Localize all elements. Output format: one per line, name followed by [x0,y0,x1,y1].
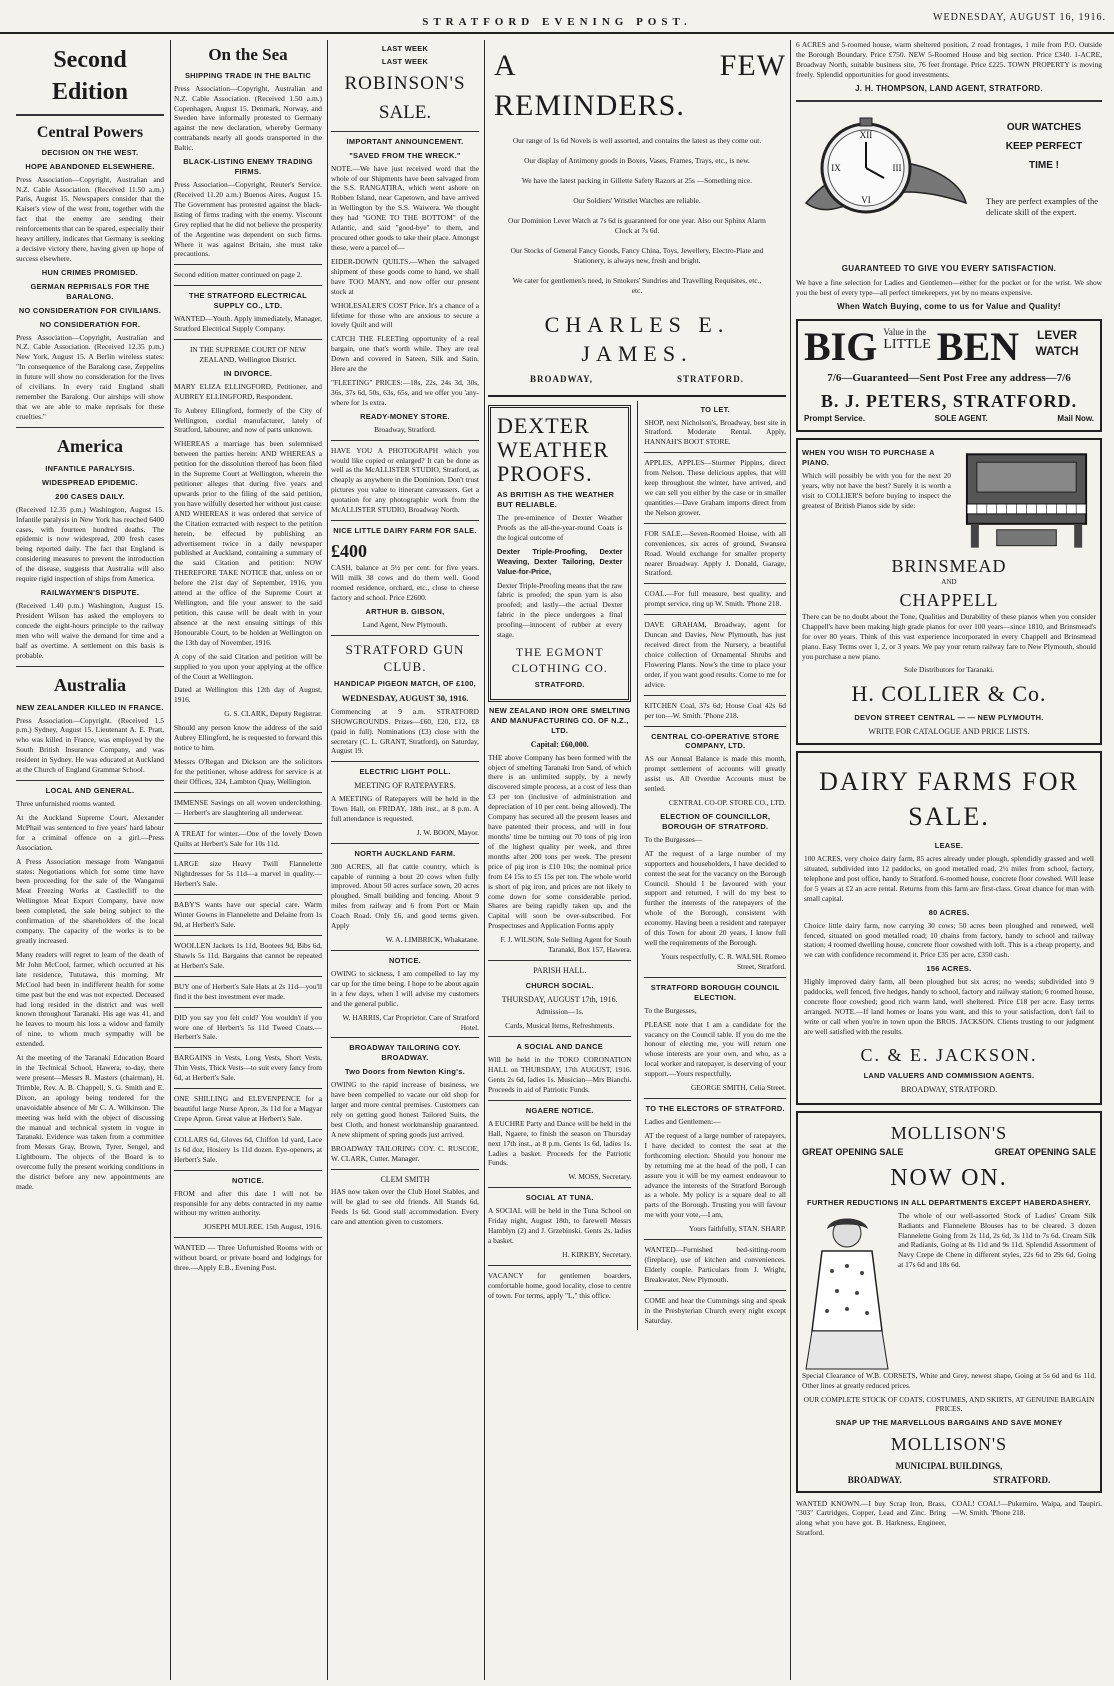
legal-heading: IN THE SUPREME COURT OF NEW ZEALAND, Wellington District. [189,344,307,364]
ad-text: CASH, balance at 5½ per cent. for five years. Will milk 38 cows and do them well. Good roomed residence, orchard, etc., close to cheese factory and school. Price £2600. [331,563,479,602]
bigben-price: 7/6—Guaranteed—Sent Post Free any address—7/6 [827,371,1071,384]
bigben-lever: LEVER WATCH [1035,327,1079,358]
headline: SHIPPING TRADE IN THE BALTIC [184,70,312,80]
ad-text: AS our Annual Balance is made this month, prompt settlement of accounts will greatly assist us. All Overdue Accounts must be settled. [644,754,786,794]
headline: CLEM SMITH [380,1174,430,1184]
ad-title: DEXTER WEATHER PROOFS. [497,412,610,486]
ad-text: 6 ACRES and 5-roomed house, warm sheltered position, 2 road frontages, 1 mile from P.O. Outside the Borough Boundary. Price £750. NEW 5-Roomed House and big section. Price £340. 1-ACRE, Broadway North, suitable business site, 76 feet frontage. Price £225. TOWN PROPERTY is moving freely. Splendid opportunities for good investments. [796,40,1102,79]
headline: FURTHER REDUCTIONS IN ALL DEPARTMENTS EXCEPT HABERDASHERY. [807,1197,1091,1207]
headline: WHEN YOU WISH TO PURCHASE A PIANO. [802,448,935,468]
headline: CENTRAL CO-OPERATIVE STORE COMPANY, LTD. [651,731,780,751]
ad-text: We have a fine selection for Ladies and Gentlemen—either for the pocket or for the wrist. We show you the best of every type—all perfect timekeepers, yet by no means expensive. [796,278,1102,298]
column-rule [790,40,791,1680]
ad-text: COLLARS 6d, Gloves 6d, Chiffon 1d yard, Lace 1s 6d doz, Hosiery 1s 11d dozen. Eye-openers, at Herbert's Sale. [174,1134,322,1164]
ad-text: Choice little dairy farm, now carrying 30 cows; 50 acres been ploughed and renewed, well fenced, situated on good metalled road; 10 chains from factory, handy to school and railway station; 4 roomed dwelling house, concrete floor cowshed with loft. This is a cheap property, and we can with confidence recommend it. Price £35 per acre, £350 cash. [804,920,1094,960]
ad-text: A TREAT for winter.—One of the lovely Down Quilts at Herbert's Sale for 10s 11d. [174,828,322,848]
advertiser-name: C. & E. JACKSON. [860,1044,1038,1065]
ad-title: NOW ON. [890,1164,1008,1191]
advertiser-name: MOLLISON'S [890,1123,1008,1144]
headline: CHURCH SOCIAL. [525,980,594,990]
headline: 156 ACRES. [926,964,972,974]
ad-signature: J. W. BOON, Mayor. [416,827,479,837]
headline: LEASE. [934,841,964,851]
ad-title: SALE. [378,102,432,124]
headline: DECISION ON THE WEST. [41,147,139,157]
ad-text: Which will possibly be with you for the next 20 years, why not have the best? Surely it is worth a visit to COLLIER'S before buying to inspect the greatest of British Pianos side by side: [802,471,951,510]
reminder-item: Our Dominion Lever Watch at 7s 6d is guaranteed for one year. Also our Sphinx Alarm Clock at 7s 6d. [508,216,766,235]
piano-top [802,444,1096,554]
footer-item: SOLE AGENT. [934,413,988,423]
masthead [0,0,1114,34]
advertiser-address: STRATFORD. [534,680,585,690]
article-text: (Received 1.40 p.m.) Washington, August 15. President Wilson has asked the employers to concede the eight-hours principle to the railway men who will waive the demand for time and a half as overtime. A settlement on this basis is probable. [16,600,164,660]
ad-signature: H. KIRKBY, Secretary. [562,1249,632,1259]
ad-text: HAVE YOU A PHOTOGRAPH which you would like copied or enlarged? It can be done as well as the McALLISTER STUDIO, Stratford, as cheaply as anywhere in the Dominion. Don't trust pictures you value to itinerant canvassers. Get a quotation for any photographic work from the McALLISTER STUDIO, Broadway North. [331,445,479,515]
bigben-header [804,323,1094,369]
ad-text: WHOLESALER'S COST Price. It's a chance of a lifetime for those who are anxious to secure a lovely Quilt and will [331,300,479,330]
capital: Capital: £60,000. [530,739,589,749]
ad-text: EIDER-DOWN QUILTS.—When the salvaged shipment of these goods come to hand, we shall have TOO MANY, and now offer our present stock at [331,256,479,296]
ad-address: Broadway, Stratford. [374,424,436,434]
mollisons-body [802,1211,1096,1371]
ad-text: 300 ACRES, all flat cattle country, which is capable of running a bout 20 cows when fully improved. About 50 acres surface sown, 20 acres ploughed. Small building and fencing. About 9 miles from railway and 6 from Port or Main Coach Road. Only £6, and good terms given. Apply [331,861,479,931]
ad-text: OWING to sickness, I am compelled to lay my car up for the time being. I hope to be about again in a few days, when I will advise my customers and the general public. [331,968,479,1008]
wide-lower [488,401,786,1330]
headline: 80 ACRES. [928,907,970,917]
dairy-price: £400 [331,541,367,562]
sale-banner [802,1146,1096,1158]
headline: BLACK-LISTING ENEMY TRADING FIRMS. [183,157,313,177]
piano-brand: CHAPPELL [899,589,999,610]
reminder-item: We cater for gentlemen's need, in Smokers' Sundries and Travelling Requisites, etc., etc. [512,275,762,295]
headline: SOCIAL AT TUNA. [525,1193,594,1203]
column-rule [170,40,171,1680]
ad-signature: Yours respectfully, C. R. WALSH. Romeo Street, Stratford. [661,951,786,971]
headline: NGAERE NOTICE. [525,1105,594,1115]
advertiser-address: MUNICIPAL BUILDINGS, [895,1461,1003,1472]
ad-title: STRATFORD GUN CLUB. [345,641,465,675]
piano-ad [796,438,1102,745]
ad-title: ROBINSON'S [344,72,466,94]
ad-signature: GEORGE SMITH, Celia Street. [690,1083,786,1093]
ad-text: OUR COMPLETE STOCK OF COATS, COSTUMES, AND SKIRTS, AT GENUINE BARGAIN PRICES. [803,1394,1095,1414]
ad-signature: CENTRAL CO-OP. STORE CO., LTD. [668,798,786,808]
column-rule [484,40,485,1680]
ad-text: ONE SHILLING and ELEVENPENCE for a beautiful large Nurse Apron, 3s 11d for a Magyar Crepe Apron. Great value at Herbert's Sale. [174,1094,322,1123]
ad-text: WOOLLEN Jackets 1s 11d, Bootees 9d, Bibs 6d, Shawls 5s 11d. Bargains that cannot be repeated at Herbert's Sale. [174,940,322,970]
ad-text: Highly improved dairy farm, all been ploughed but six acres; no weeds; subdivided into 9 paddocks, well fenced, five hedges, handy to school, factory and railway station; 6 roomed house, concrete floor cowshed; good rich warm land, well sheltered. Price £18 per acre. Easy terms arranged. NOTE.—If land homes or loans you want, and this to your satisfaction, don't fail to write or call when you're in town upon the BROS. JACKSON. Clients trusting to our judgment are well satisfied with the results. [804,977,1094,1036]
svg-text:III: III [892,163,902,174]
reminders-list [488,136,786,295]
ad-text: LARGE size Heavy Twill Flannelette Nightdresses for 5s 11d—a marvel in quality.—Herbert's Sale. [174,859,322,889]
legal-text: WHEREAS a marriage has been solemnised between the parties herein: AND WHEREAS a petition for the dissolution thereof has been filed in the Supreme Court at Wellington, wherein the petitioner alleges that during five years and upwards prior to the filing of the said petition, you have wilfully deserted her without just cause: AND WHEREAS it was ordered that service of the Citation extracted with respect to the petition herein, be effected by publishing an advertisement twice in a daily newspaper published at Auckland, containing a summary of the said Citation and petition: NOW THEREFORE TAKE NOTICE that, unless on or before the 21st day of September, 1916, you attend at the office of the Supreme Court at Wellington, and file your answer to the said petition, this cause will be dealt with in your absence at the next ensuing sittings of this Honourable Court, to be holden at Wellington on the 13th day of November, 1916. [174,439,322,647]
mollisons-ad [796,1111,1102,1492]
article-text: Press Association—Copyright. (Received 1.5 p.m.) Sydney, August 15. Lieutenant A. E. Pratt, who was killed in France, was employed by the South British Insurance Company, and was resident in Sydney. He was educated at Auckland at the Church of England Grammar School. [16,715,164,775]
headline: READY-MONEY STORE. [360,411,450,421]
sub-column-right [644,401,786,1330]
headline: LOCAL AND GENERAL. [45,786,135,796]
article-text: Many readers will regret to learn of the death of Mr John McCool, farmer, which occurred at his late residence, Tututawa, this morning. Mr McCool had been in indifferent health for some time past but the end was not expected. Deceased had long resided in the district and was well known throughout Taranaki. His age was 41, and he leaves to mourn his loss a widow and family of nine, to whom much sympathy will be extended. [16,949,164,1049]
event-date: WEDNESDAY, AUGUST 30, 1916. [341,693,469,704]
reminder-item: We have the latest packing in Gillette Safety Razors at 25s —Something nice. [521,176,753,186]
headline: ELECTRIC LIGHT POLL. [359,767,451,777]
headline: ELECTION OF COUNCILLOR, BOROUGH OF STRATFORD. [660,812,771,831]
ad-text: BABY'S wants have our special care. Warm Winter Gowns in Flannelette and Delaine from 1s 9d, at Herbert's Sale. [174,900,322,930]
reminder-item: Our range of 1s 6d Novels is well assorted, and contains the latest as they come out. [512,136,762,146]
ad-kicker: LAST WEEK [381,44,429,53]
ad-text: Dexter Triple-Proofing, Dexter Weaving, Dexter Tailoring, Dexter Value-for-Price, [497,546,623,576]
svg-text:IX: IX [831,163,841,174]
article-text: Press Association—Copyright, Australian and N.Z. Cable Association. (Received 1.50 a.m.) Copenhagen, August 15. Denmark, Norway, and Sweden have informally protested to Germany against the new declaration, whereby Germany contrabands nearly all goods transported in the Baltic. [174,83,322,153]
ad-signature: W. A. LIMBRICK, Whakatane. [385,935,479,945]
article-text: (Received 12.35 p.m.) Washington, August 15. Infantile paralysis in New York has reached 6400 cases, with fourteen hundred deaths. The epidemic is now widespread, 200 fresh cases being reported daily. The fact that England is considering measures to prevent the introduction of the disease, suggests that Australia will also require rigid inspection of ships from America. [16,504,164,584]
advertiser-name: MOLLISON'S [890,1434,1008,1455]
headline: THE STRATFORD ELECTRICAL SUPPLY CO., LTD. [189,291,307,311]
watch-ad [796,108,1102,258]
headline: STRATFORD BOROUGH COUNCIL ELECTION. [650,982,780,1002]
bigben-word: BIG [804,323,878,369]
headline: NOTICE. [388,956,422,965]
article-text: Second edition matter continued on page 2. [174,270,303,280]
headline: NO CONSIDERATION FOR CIVILIANS. [18,305,162,315]
section-heading: America [57,435,123,456]
headline: BROADWAY TAILORING COY. BROADWAY. [349,1043,461,1063]
bigben-small [883,327,930,355]
ad-kicker: AS BRITISH AS THE WEATHER BUT RELIABLE. [497,490,615,510]
ad-text: There can be no doubt about the Tone, Qualities and Durability of these pianos when you consider Chappell's have been making high grade pianos for over 100 years—since 1810, and Brinsmead's for over 80 years. Think of this vast experience incorporated in every Chappell and Brinsmead piano. Easy Terms over 1, 2, or 3 years. We pay your return railway fare to New Plymouth, should you purchase a new piano. [802,611,1096,661]
ad-text: To the Burgesses, [644,1005,697,1015]
ad-text: A MEETING of Ratepayers will be held in the Town Hall, on FRIDAY, 18th inst., at 8 p.m. A full attendance is requested. [331,794,479,823]
ad-text: "FLEETING" PRICES:—18s, 22s, 24s 3d, 30s, 36s, 37s 6d, 50s, 63s, 65s, and we offer you 'any-where for 1s extra. [331,378,479,407]
legal-text: Should any person know the address of the said Aubrey Ellingford, he is requested to forward this notice to him. [174,723,322,753]
column-rule [637,401,638,1330]
article-text: At the meeting of the Taranaki Education Board in the Technical School, Hawera, to-day, there were present—Messrs R. Masters (chairman), H. Trimble, Rev. A. B. Chappell, S. G. Smith and E. Dixon, an apology being tendered for the unavoidable absence of Mr C. A. Wilkinson. The meeting was held with the object of discussing the manual and technical system in vogue in Taranaki. Evidence was taken from a committee from Messrs Gray, Brown, Tyrer, Sengel, and Lightbourn. The objects of the Board is to overcome fully the present working conditions in the district before any new appointments are made. [16,1053,164,1192]
headline: SNAP UP THE MARVELLOUS BARGAINS AND SAVE MONEY [835,1418,1063,1428]
divider [488,395,786,397]
ad-text: AT the request of a large number of my supporters and householders, I have decided to contest the seat for the vacancy on the Borough Council. Should I be favoured with your support and returned, I will do my best to further the interests of the ratepayers of the whole of the Borough, consistent with economy. Having been a resident and ratepayer of this Town for about 20 years, I know full well the requirements of the Borough. [644,848,786,948]
ad-text: DAVE GRAHAM, Broadway, agent for Duncan and Davies, New Plymouth, has just received direct from the Nursery, a beautiful choice collection of Ornamental Shrubs and Flowering Plants. Now's the time to place your order, if you want good results. Come to me for advice. [644,620,786,689]
ad-text: Sole Distributors for Taranaki. [903,665,995,675]
masthead-title: STRATFORD EVENING POST. [422,16,692,28]
advertiser-address: DEVON STREET CENTRAL — — NEW PLYMOUTH. [854,712,1044,722]
ad-text: OWING to the rapid increase of business, we have been compelled to vacate our old shop for larger and more central premises. Customers can rely on getting good honest Tailored Suits, the best Cloth, and honest workmanship guaranteed. A new shipment of spring goods just arrived. [331,1080,479,1139]
article-text: Press Association—Copyright, Australian and N.Z. Cable Association. (Received 12.35 p.m.) New York, August 15. A Berlin wireless states: "In consequence of the Baralong case, Zeppelins in future will show no consideration for the lives of civilians. In every raid England shall remember the Baralong. Our airships will show that we are able to make reprisals for these cruelties." [16,332,164,421]
ad-text: BARGAINS in Vests, Long Vests, Short Vests, Thin Vests, Thick Vests—to suit every fancy from 6d, at Herbert's Sale. [174,1053,322,1083]
ad-text: A SOCIAL will be held in the Tuna School on Friday night, August 18th, to farewell Messrs Hamblyn (2) and J. Grzebinski. Gents 2s, ladies a basket. [488,1206,632,1245]
ad-text: IMMENSE Savings on all woven underclothing. — Herbert's are slaughtering all underwear. [174,797,322,817]
column-news-2 [174,40,322,1680]
headline: NICE LITTLE DAIRY FARM FOR SALE. [333,526,477,536]
headline: TO THE ELECTORS OF STRATFORD. [645,1104,785,1114]
svg-text:XII: XII [859,130,873,141]
advertiser-name: CHARLES E. JAMES. [544,311,730,367]
ad-signature: F. J. WILSON, Sole Selling Agent for South Taranaki, Box 157, Hawera. [500,935,632,955]
ad-text: APPLES, APPLES—Sturmer Pippins, direct from Nelson. These delicious apples, that will keep throughout the winter, have arrived, and we can sell you either by the case or in smaller quantities.—Dave Graham imports direct from the Nelson grower. [644,458,786,517]
ad-text: A EUCHRE Party and Dance will be held in the Hall, Ngaere, to finish the season on Thursday next 17th inst., at 8 p.m. Gents 1s 6d, ladies 1s. Ladies a basket. Proceeds for the Patriotic Funds. [488,1118,632,1168]
headline: HANDICAP PIGEON MATCH, OF £100, [333,679,477,689]
section-heading: On the Sea [208,45,288,64]
ad-text: Dexter Triple-Proofing means that the raw fabric is proofed; the spun yarn is also proofed; and lastly—the actual Dexter fabric in the piece undergoes a final proofing—innocent of rubber at every stage. [497,580,623,640]
piano-brand: BRINSMEAD [891,556,1007,577]
ad-text: DID you say you felt cold? You wouldn't if you wore one of Herbert's 5s 11d Tweed Coats.—Herbert's Sale. [174,1012,322,1042]
bigben-word: BEN [936,323,1020,369]
address-line: BROADWAY. [847,1475,902,1486]
headline: RAILWAYMEN'S DISPUTE. [40,588,140,598]
ad-text: Special Clearance of W.B. CORSETS, White and Grey, newest shape, Going at 5s 6d and 6s 11d. Other lines at greatly reduced prices. [802,1370,1096,1390]
column-news-1 [16,40,164,1680]
advertiser-address [488,373,786,385]
headline: NOTICE. [231,1175,265,1185]
sale-banner-text: GREAT OPENING SALE [802,1146,904,1157]
ad-signature: W. HARRIS, Car Proprietor. Care of Stratford Hotel. [342,1012,479,1032]
ad-text: 100 ACRES, very choice dairy farm, 85 acres already under plough, splendidly grassed and well situated, subdivided into 12 paddocks, on good metalled road, 2½ miles from school, factory, telephone and post office, handy to Stratford. 6-roomed house, concrete floor cowshed. Will lease for 5 years at £2 an acre rental. Returns from this farm are first-class. Great chance for man with small capital. [804,854,1094,903]
footer-item: Prompt Service. [804,413,865,423]
legal-text: To Aubrey Ellingford, formerly of the City of Wellington, cordial manufacturer, lately of Stratford, labourer, and now of parts unknown. [174,405,322,435]
headline: PARISH HALL. [533,966,587,976]
address-line: STRATFORD. [993,1475,1051,1486]
legal-text: Dated at Wellington this 12th day of August, 1916. [174,685,322,705]
bigben-footer [804,414,1094,425]
headline: IMPORTANT ANNOUNCEMENT. [346,136,464,146]
address-line: STRATFORD. [676,373,745,384]
ad-text: THE above Company has been formed with the object of smelting Taranaki Iron Sand, of which there is an unlimited supply, by a newly discovered simple process, at a cost of less than £3 per ton (inclusive of administration and depreciation of 10 per cent. being allowed). The Company has secured all the present leases and have patented their process, and will in four months' time be turning out 70 tons of pig iron of the highest quality per week, and three months after 200 tons per week. The present price of pig iron is £10 10s; the nominal price from £4 15s to £5 15s per ton. The whole world is short of pig iron, and prices are not likely to come down for some considerable period. Shares are being rapidly taken up, and the Capital will soon be over-subscribed. For Prospectuses and Application Forms apply [488,752,632,931]
edition-heading: Second Edition [51,47,129,106]
headline: IN DIVORCE. [223,368,273,378]
classifieds-bottom [796,1499,1102,1543]
watch-headline-line: OUR WATCHES [1006,122,1082,134]
ad-text: WANTED KNOWN.—I buy Scrap Iron, Brass, "303" Cartridges, Copper, Lead and Zinc. Bring along what you have got. B. Harkness, Engineer, Stratford. [796,1498,946,1538]
ad-text: AT the request of a large number of ratepayers, I have decided to contest the seat at the forthcoming election. Should you honour me by returning me at the head of the poll, I can assure you it will be my earnest endeavour to advance the interests of the Stratford Borough as a whole. My policy is a square deal to all parts of the Borough. Trusting you will favour me with your vote,—I am, [644,1130,786,1220]
headline: Two Doors from Newton King's. [345,1067,465,1077]
ad-text: KITCHEN Coal, 37s 6d; House Coal 42s 6d per ton—W. Smith. 'Phone 218. [644,700,786,720]
headline: A SOCIAL AND DANCE [516,1042,603,1052]
headline: 200 CASES DAILY. [55,491,125,501]
ad-signature: Yours faithfully, STAN. SHARP. [688,1224,786,1234]
headline: GUARANTEED TO GIVE YOU EVERY SATISFACTION. [841,264,1057,274]
column-ads-wide [488,40,786,1680]
ad-text: COAL.—For full measure, best quality, and prompt service, ring up W. Smith. 'Phone 218. [644,589,786,609]
reminder-item: Our Soldiers' Wristlet Watches are reliable. [573,196,701,206]
ad-text: BUY one of Herbert's Sale Hats at 2s 11d—you'll find it the best investment ever made. [174,981,322,1001]
ad-address: Land Agent, New Plymouth. [362,619,448,629]
headline: NORTH AUCKLAND FARM. [354,848,456,858]
advertiser-name: B. J. PETERS, STRATFORD. [820,391,1078,412]
ad-text: NOTE.—We have just received word that the whole of our Shipments have been salvaged from the S.S. RANGATIRA, which went ashore on Robben Island, near Capetown, and have arrived in Wellington by the S.S. Waiwera. We thought they had "GONE TO THE BOTTOM" of the Atlantic, and said "good-bye" to them, and procured other goods to take their place. Amongst these, were a parcel of— [331,163,479,252]
headline: NEW ZEALAND IRON ORE SMELTING AND MANUFACTURING CO. OF N.Z., LTD. [488,706,631,735]
ad-text: WRITE FOR CATALOGUE AND PRICE LISTS. [868,726,1030,736]
piano-and: AND [941,578,957,587]
watch-headline [986,118,1102,175]
sub-column-left [488,401,631,1330]
ad-text: WANTED—Youth. Apply immediately, Manager, Stratford Electrical Supply Company. [174,314,322,334]
headline: NEW ZEALANDER KILLED IN FRANCE. [16,702,164,712]
ad-text: HAS now taken over the Club Hotel Stables, and will be glad to see old friends. All Stands 6d, Feeds 1s 6d. Good stall accommodation. Every care and attention given to customers. [331,1187,479,1227]
piano-copy [802,444,951,554]
ad-text: SHOP, next Nicholson's, Broadway, best site in Stratford. Moderate Rental. Apply, HANNAH'S BOOT STORE. [644,417,786,447]
headline: When Watch Buying, come to us for Value and Quality! [837,301,1061,311]
ad-text: PLEASE note that I am a candidate for the vacancy on the Council table. If you do me the honour of electing me, you will return one whose interests are your own, and who, as a local worker and ratepayer, is deserving of your support.—Yours respectfully, [644,1019,786,1079]
ad-signature: W. MOSS, Secretary. [568,1172,632,1182]
dairy-ad [796,751,1102,1105]
ad-text: Ladies and Gentlemen:— [644,1116,721,1126]
headline: TO LET. [700,404,730,414]
headline: HUN CRIMES PROMISED. [41,267,139,277]
column-ads-right [796,40,1102,1680]
article-text: Press Association—Copyright, Australian and N.Z. Cable Association. (Received 11.50 a.m.) Paris, August 15. Newspapers consider that the Kaiser's view of the west front, together with the fact that the enemy are sending their reinforcements that can be spared, especially their heavy artillery, indicates that Germany is seeking a decisive victory there, having given up hope of success elsewhere. [16,174,164,263]
svg-text:VI: VI [861,195,871,206]
ad-text: Admission—1s. [535,1007,584,1017]
bigben-small-line: Value in the [883,326,927,337]
headline: INFANTILE PARALYSIS. [45,463,135,473]
headline: "SAVED FROM THE WRECK." [349,150,461,160]
advertiser-name: H. COLLIER & Co. [851,681,1047,707]
ad-text: CATCH THE FLEETing opportunity of a real bargain, one that's worth while. They are real Down and covered in Sateen, Silk and Satin. Here are the [331,334,479,374]
dexter-ad [488,405,631,703]
advertiser-address-line [802,1474,1096,1486]
ad-kicker: LAST WEEK [381,56,429,66]
advertiser-name: THE EGMONT CLOTHING CO. [511,645,608,676]
masthead-date: WEDNESDAY, AUGUST 16, 1916. [933,12,1106,23]
ad-text: The pre-eminence of Dexter Weather Proofs as the all-the-year-round Coats is the logical outcome of [497,512,623,542]
section-heading: Australia [54,674,126,695]
ad-text: Will be held in the TOKO CORONATION HALL on THURSDAY, 17th AUGUST, 1916. Gents 2s 6d, ladies 1s. Musician—Mrs Bianchi. Proceeds in aid of Patriotic Funds. [488,1055,632,1094]
reminder-item: Our Stocks of General Fancy Goods, Fancy China, Toys, Jewellery, Electro-Plate and Stationery, is always new, fresh and bright. [510,245,764,265]
legal-text: Messrs O'Regan and Dickson are the solicitors for the petitioner, whose address for service is at their Offices, 324, Lambton Quay, Wellington. [174,757,322,786]
ad-text: Commencing at 9 a.m. STRATFORD SHOWGROUNDS. Prizes—£60, £20, £12, £8 (paid in full). Nominations (£3) close with the secretary (C. L. GRANT, Stratford), on Saturday, August 19. [331,706,479,756]
ad-text: FOR SALE.—Seven-Roomed House, with all conveniences, six acres of ground, Swansea Road. Would exchange for smaller property nearer Broadway. Apply J. Donald, Garage, Stratford. [644,528,786,578]
wristwatch-illustration [796,108,976,258]
headline: HOPE ABANDONED ELSEWHERE. [25,161,155,171]
watch-text: They are perfect examples of the delicate skill of the expert. [986,196,1098,218]
ad-text: To the Burgesses— [644,834,703,844]
lady-illustration [802,1211,892,1371]
headline: MEETING OF RATEPAYERS. [354,781,456,791]
ad-text: WANTED—Furnished bed-sitting-room (fireplace), use of kitchen and conveniences. Elderly couple. Particulars from J. Wright, Breakwater, New Plymouth. [644,1245,786,1284]
column-ads-3 [331,40,479,1680]
ad-title: A FEW REMINDERS. [494,49,786,123]
ad-signature: BROADWAY TAILORING COY. C. RUSCOE, W. CLARK, Cutter. Manager. [331,1143,479,1163]
bigben-small-line: LITTLE [883,337,931,353]
ad-signature: JOSEPH MULREE. 15th August, 1916. [203,1222,322,1232]
watch-headline-line: TIME ! [1029,160,1059,172]
ad-signature: ARTHUR B. GIBSON, [365,606,445,616]
headline: GERMAN REPRISALS FOR THE BARALONG. [30,281,150,301]
section-heading: Central Powers [36,124,144,142]
article-text: At the Auckland Supreme Court, Alexander McPhail was sentenced to five years' hard labour for a criminal offence on a girl.—Press Association. [16,812,164,852]
column-rule [327,40,328,1680]
headline: NO CONSIDERATION FOR. [39,319,141,329]
watch-headline-line: KEEP PERFECT [1005,141,1083,153]
sale-banner-text: GREAT OPENING SALE [994,1146,1096,1157]
ad-kicker: LAND VALUERS AND COMMISSION AGENTS. [863,1070,1035,1080]
ad-text: FROM and after this date I will not be responsible for any debts contracted in my name without my written authority. [174,1188,322,1218]
headline: WIDESPREAD EPIDEMIC. [42,477,138,487]
ad-text: The whole of our well-assorted Stock of Ladies' Cream Silk Radiants and Flannelette Blouses has to be cleared. 3 dozen Flannelette Going from 2s 11d, 2s 6d, 3s 11d to 7s 6d. Cream Silk and Radiants, Going at 8s 11d and 9s 11d. Splendid Assortment of Navy Crepe de Chene in different styles, 22s 6d to 29s 6d, Going at 17s 6d and 18s 6d. [898,1210,1096,1270]
footer-item: Mail Now. [1057,413,1094,423]
ad-title: DAIRY FARMS FOR SALE. [819,767,1079,832]
ad-text: WANTED — Three Unfurnished Rooms with or without board, or private board and lodgings for three.—Apply E.B., Evening Post. [174,1243,322,1273]
legal-text: A copy of the said Citation and petition will be supplied to you upon your applying at the office of the Court at Wellington. [174,651,322,681]
ad-text: VACANCY for gentlemen boarders, comfortable home, good locality, close to centre of town. For terms, apply "L," this office. [488,1270,632,1300]
piano-illustration [957,444,1096,554]
legal-text: MARY ELIZA ELLINGFORD, Petitioner, and AUBREY ELLINGFORD, Respondent. [174,381,322,401]
ad-text: COAL! COAL!—Pukemiro, Waipa, and Taupiri.—W. Smith. 'Phone 218. [952,1498,1102,1518]
article-text: A Press Association message from Wanganui states: Negotiations which for some time have been proceeding for the sale of the Wanganui Meat Freezing Works at Castlecliff to the Wellington Meat Export Company, have now been completed, the sale being subject to the confirmation of the shareholders of the local company. The capacity of the works is to be greatly increased. [16,856,164,945]
address-line: BROADWAY, [529,373,594,384]
article-text: Three unfurnished rooms wanted. [16,798,116,808]
ad-text: COME and hear the Cummings sing and speak in the Presbyterian Church every night except Saturday. [644,1295,786,1325]
bigben-ad [796,319,1102,433]
article-text: Press Association—Copyright, Reuter's Service. (Received 11.20 a.m.) Buenos Aires, August 15. The Government has protested against the black-listing of firms trading with the enemy. Viscount Grey replied that he did not believe the prosperity of the Argentine was dependent on such firms. Where it was against Britain, she must take precautions. [174,179,322,259]
advertiser-address: BROADWAY, STRATFORD. [900,1084,998,1094]
reminder-item: Our display of Antimony goods in Boxes, Vases, Frames, Trays, etc., is new. [524,156,750,166]
advertiser-name: J. H. THOMPSON, LAND AGENT, STRATFORD. [855,83,1043,93]
event-date: THURSDAY, AUGUST 17th, 1916. [501,994,618,1004]
legal-signature: G. S. CLARK, Deputy Registrar. [224,709,322,719]
ad-text: Cards, Musical Items, Refreshments. [505,1021,615,1031]
